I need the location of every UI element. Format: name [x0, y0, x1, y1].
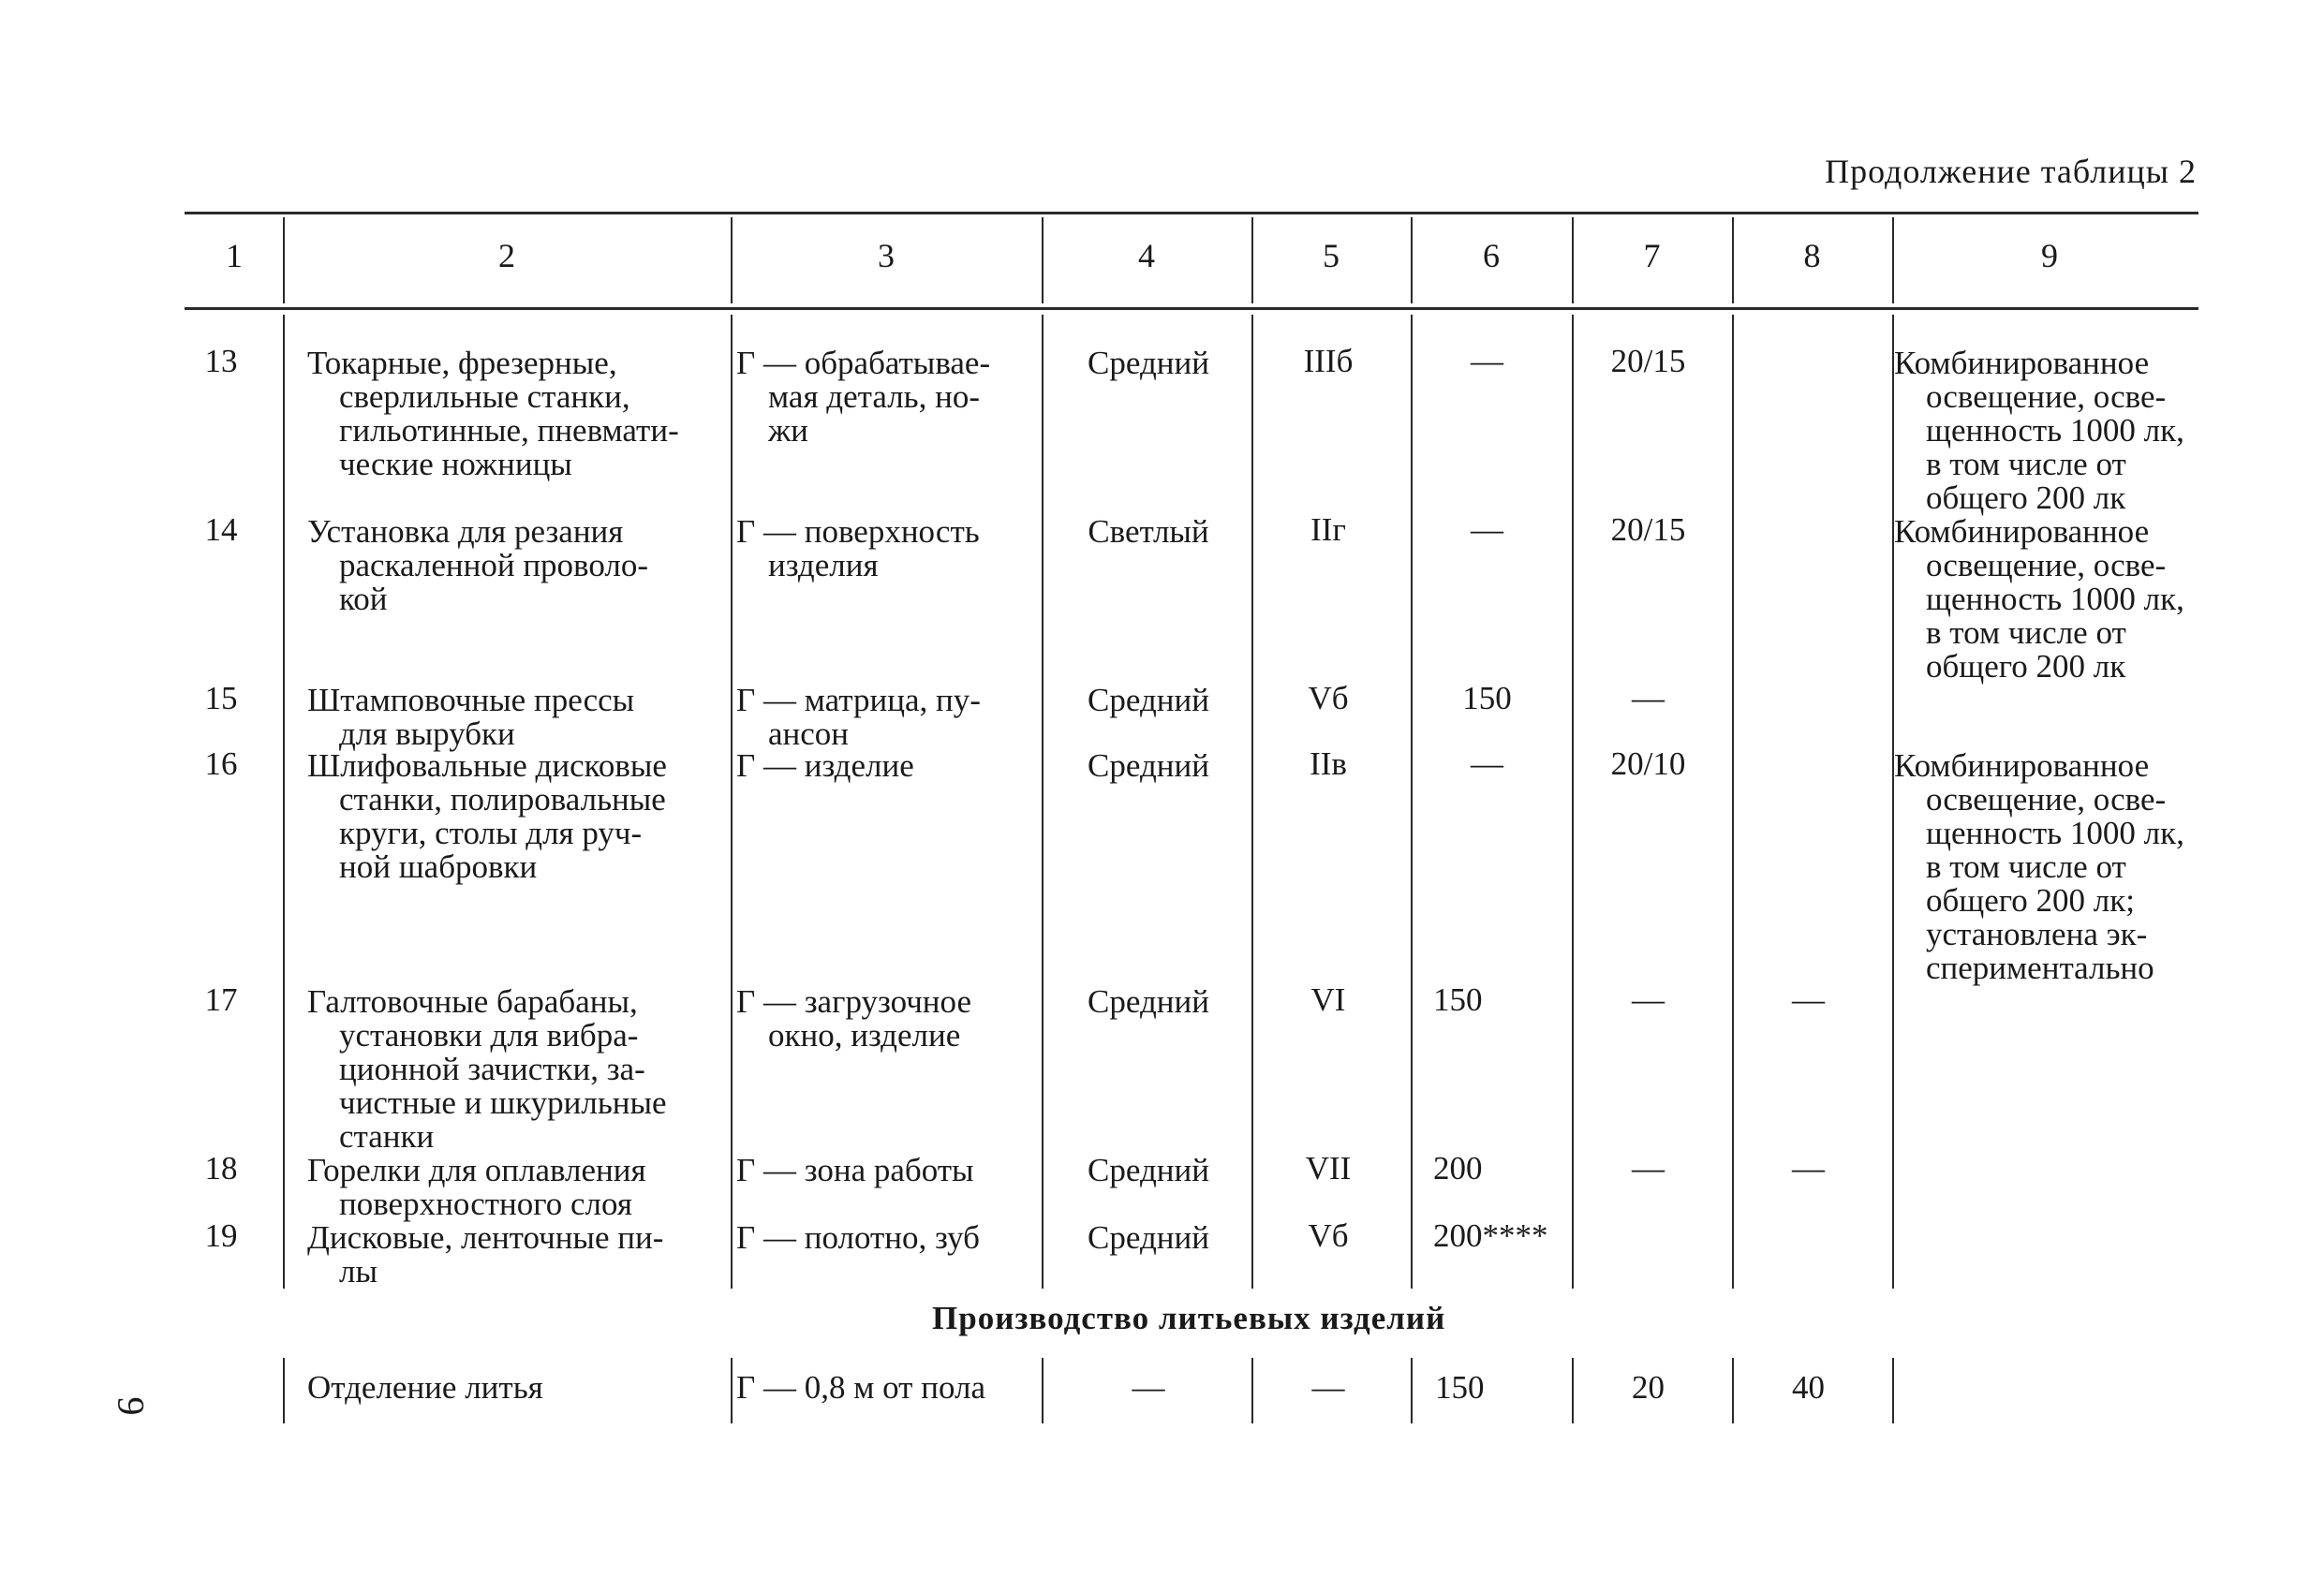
header-cell-5: 5: [1323, 237, 1340, 274]
cell-line: установлена эк-: [1926, 916, 2148, 952]
category-cell: IIг: [1310, 511, 1346, 548]
cell-line: мая деталь, но-: [768, 378, 981, 415]
header-col-divider: [1732, 217, 1734, 303]
surface-cell: [736, 515, 1038, 582]
header-cell-2: 2: [498, 237, 515, 274]
cell-line: чистные и шкурильные: [339, 1084, 667, 1121]
cell-line: общего 200 лк: [1926, 648, 2126, 685]
background-cell: —: [1132, 1369, 1165, 1406]
col8-cell: —: [1792, 981, 1825, 1018]
cell-line: освещение, осве-: [1926, 547, 2167, 583]
cell-line: станки: [339, 1118, 435, 1155]
surface-cell: [736, 985, 1038, 1053]
table-top-rule: [185, 212, 2198, 214]
page-number: 9: [110, 1396, 153, 1416]
surface-cell: Г — 0,8 м от пола: [736, 1369, 985, 1406]
surface-cell: [736, 684, 1038, 751]
surface-cell: [736, 1221, 1038, 1255]
surface-cell: [736, 1154, 1038, 1187]
illuminance-cell: 150: [1435, 1369, 1485, 1406]
background-cell: Средний: [1088, 747, 1209, 784]
background-cell: Средний: [1088, 682, 1209, 718]
cell-line: Шлифовальные дисковые: [307, 747, 667, 784]
section-col-divider: [1042, 1358, 1044, 1423]
cell-line: щенность 1000 лк,: [1926, 581, 2184, 617]
cell-line: кой: [339, 581, 388, 617]
row-number: 18: [204, 1150, 238, 1187]
glare-pulsation-cell: 20/15: [1610, 343, 1686, 379]
cell-line: освещение, осве-: [1926, 781, 2167, 818]
background-cell: Средний: [1088, 1152, 1209, 1188]
cell-line: Дисковые, ленточные пи-: [307, 1219, 664, 1256]
cell-line: общего 200 лк;: [1926, 882, 2135, 919]
equipment-cell: [307, 749, 710, 884]
section-title: Производство литьевых изделий: [932, 1300, 1446, 1336]
background-cell: Средний: [1088, 1219, 1209, 1256]
body-col-divider: [1732, 315, 1734, 1289]
category-cell: VI: [1310, 981, 1346, 1018]
section-col-divider: [283, 1358, 285, 1423]
header-cell-8: 8: [1803, 237, 1821, 274]
glare-pulsation-cell: —: [1632, 680, 1665, 716]
header-cell-1: 1: [226, 237, 243, 274]
illuminance-cell: 200****: [1433, 1217, 1548, 1254]
category-cell: VII: [1305, 1150, 1352, 1187]
glare-pulsation-cell: 20: [1632, 1369, 1665, 1406]
cell-line: поверхностного слоя: [339, 1186, 632, 1222]
cell-line: станки, полировальные: [339, 781, 666, 818]
equipment-cell: [307, 1221, 710, 1289]
cell-line: лы: [339, 1253, 377, 1290]
header-col-divider: [1042, 217, 1044, 303]
background-cell: Средний: [1088, 983, 1209, 1020]
continuation-label: Продолжение таблицы 2: [1825, 153, 2197, 190]
row-number: 13: [204, 343, 238, 379]
surface-cell: [736, 346, 1038, 448]
cell-line: Установка для резания: [307, 513, 624, 550]
glare-pulsation-cell: —: [1632, 1150, 1665, 1187]
cell-line: гильотинные, пневмати-: [339, 412, 679, 449]
cell-line: Комбинированное: [1894, 345, 2150, 381]
equipment-cell: [307, 1154, 710, 1221]
cell-line: ансон: [768, 715, 850, 752]
equipment-cell: [307, 985, 710, 1154]
body-col-divider: [731, 315, 733, 1289]
cell-line: ческие ножницы: [339, 446, 572, 482]
illuminance-cell: —: [1471, 511, 1503, 548]
row-number: 17: [204, 981, 238, 1018]
header-cell-7: 7: [1643, 237, 1661, 274]
header-bottom-rule: [185, 307, 2198, 310]
cell-line: Штамповочные прессы: [307, 682, 635, 718]
illuminance-cell: 150: [1433, 981, 1483, 1018]
row-number: 14: [204, 511, 238, 548]
cell-line: сверлильные станки,: [339, 378, 630, 415]
header-cell-9: 9: [2041, 237, 2058, 274]
cell-line: Комбинированное: [1894, 747, 2150, 784]
glare-pulsation-cell: 20/15: [1610, 511, 1686, 548]
glare-pulsation-cell: 20/10: [1610, 745, 1686, 782]
category-cell: Vб: [1308, 1217, 1349, 1254]
equipment-cell: [307, 346, 710, 481]
section-col-divider: [1411, 1358, 1413, 1423]
background-cell: Средний: [1088, 345, 1209, 381]
cell-line: ной шабровки: [339, 848, 538, 885]
header-col-divider: [731, 217, 733, 303]
col8-cell: —: [1792, 1150, 1825, 1187]
cell-line: в том числе от: [1926, 614, 2126, 651]
row-number: 19: [204, 1217, 238, 1254]
equipment-cell: Отделение литья: [307, 1369, 543, 1406]
row-number: 16: [204, 745, 238, 782]
cell-line: общего 200 лк: [1926, 479, 2126, 516]
note-cell: [1894, 749, 2203, 985]
background-cell: Светлый: [1088, 513, 1209, 550]
category-cell: IIв: [1310, 745, 1347, 782]
cell-line: Комбинированное: [1894, 513, 2150, 550]
cell-line: Токарные, фрезерные,: [307, 345, 617, 381]
header-col-divider: [1411, 217, 1413, 303]
equipment-cell: [307, 684, 710, 751]
cell-line: Г — зона работы: [736, 1152, 974, 1188]
header-col-divider: [1572, 217, 1574, 303]
col8-cell: 40: [1792, 1369, 1825, 1406]
cell-line: щенность 1000 лк,: [1926, 412, 2184, 449]
cell-line: установки для вибра-: [339, 1017, 639, 1054]
cell-line: в том числе от: [1926, 446, 2126, 482]
cell-line: щенность 1000 лк,: [1926, 815, 2184, 851]
illuminance-cell: —: [1471, 745, 1503, 782]
illuminance-cell: 200: [1433, 1150, 1483, 1187]
section-col-divider: [731, 1358, 733, 1423]
illuminance-cell: 150: [1462, 680, 1512, 716]
cell-line: Галтовочные барабаны,: [307, 983, 638, 1020]
cell-line: Г — поверхность: [736, 513, 980, 550]
header-cell-4: 4: [1138, 237, 1155, 274]
category-cell: Vб: [1308, 680, 1349, 716]
cell-line: ционной зачистки, за-: [339, 1051, 645, 1087]
cell-line: изделия: [768, 547, 879, 583]
cell-line: Горелки для оплавления: [307, 1152, 646, 1188]
cell-line: раскаленной проволо-: [339, 547, 649, 583]
section-col-divider: [1892, 1358, 1894, 1423]
section-col-divider: [1732, 1358, 1734, 1423]
body-col-divider: [283, 315, 285, 1289]
body-col-divider: [1251, 315, 1253, 1289]
note-cell: [1894, 346, 2203, 515]
header-col-divider: [1892, 217, 1894, 303]
header-cell-3: 3: [878, 237, 895, 274]
body-col-divider: [1411, 315, 1413, 1289]
cell-line: жи: [768, 412, 808, 449]
equipment-cell: [307, 515, 710, 616]
cell-line: Г — загрузочное: [736, 983, 971, 1020]
header-cell-6: 6: [1483, 237, 1500, 274]
cell-line: освещение, осве-: [1926, 378, 2167, 415]
cell-line: в том числе от: [1926, 848, 2126, 885]
cell-line: спериментально: [1926, 950, 2154, 986]
note-cell: [1894, 515, 2203, 684]
category-cell: IIIб: [1303, 343, 1354, 379]
section-col-divider: [1251, 1358, 1253, 1423]
header-col-divider: [1251, 217, 1253, 303]
glare-pulsation-cell: —: [1632, 981, 1665, 1018]
cell-line: для вырубки: [339, 715, 515, 752]
cell-line: окно, изделие: [768, 1017, 961, 1054]
cell-line: круги, столы для руч-: [339, 815, 643, 851]
cell-line: Г — полотно, зуб: [736, 1219, 980, 1256]
category-cell: —: [1311, 1369, 1345, 1406]
cell-line: Г — изделие: [736, 747, 914, 784]
body-col-divider: [1042, 315, 1044, 1289]
surface-cell: [736, 749, 1038, 783]
header-col-divider: [283, 217, 285, 303]
body-col-divider: [1572, 315, 1574, 1289]
cell-line: Г — матрица, пу-: [736, 682, 981, 718]
row-number: 15: [204, 680, 238, 716]
illuminance-cell: —: [1471, 343, 1503, 379]
cell-line: Г — обрабатывае-: [736, 345, 991, 381]
